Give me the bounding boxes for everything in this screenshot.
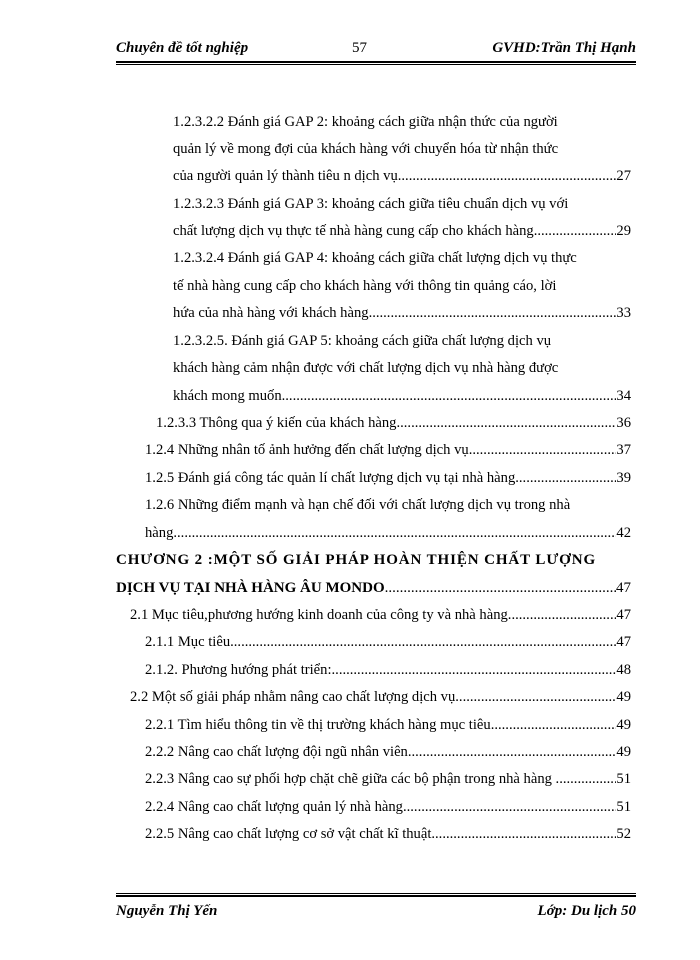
toc-text: 1.2.5 Đánh giá công tác quản lí chất lượng dịch vụ tại nhà hàng <box>145 470 516 486</box>
toc-page: 49 <box>616 744 631 760</box>
leader-dots <box>369 305 617 322</box>
toc-page: 39 <box>616 470 631 486</box>
toc-entry <box>173 223 631 245</box>
leader-dots <box>537 223 616 240</box>
toc-entry <box>145 662 631 684</box>
toc-entry <box>145 470 631 492</box>
toc-page: 49 <box>616 717 631 733</box>
toc-page: 47 <box>616 634 631 650</box>
toc-text: chất lượng dịch vụ thực tế nhà hàng cung cấp cho khách hàng. <box>173 223 538 239</box>
leader-dots <box>173 525 616 542</box>
leader-dots <box>508 607 617 624</box>
toc-entry <box>145 525 631 547</box>
toc-text: hứa của nhà hàng với khách hàng <box>173 305 369 321</box>
toc-page: 49 <box>616 689 631 705</box>
leader-dots <box>401 168 616 185</box>
toc-chapter-entry <box>116 580 631 602</box>
toc-line <box>173 250 631 272</box>
toc-text: 1.2.3.3 Thông qua ý kiến của khách hàng <box>156 415 397 431</box>
leader-dots <box>332 662 617 679</box>
leader-dots <box>385 580 616 597</box>
toc-line <box>173 333 631 355</box>
toc-page: 51 <box>616 771 631 787</box>
toc-text: 2.2 Một số giải pháp nhằm nâng cao chất lượng dịch vụ <box>130 689 456 705</box>
toc-text: 2.2.4 Nâng cao chất lượng quản lý nhà hàng <box>145 799 403 815</box>
page-number: 57 <box>352 40 367 56</box>
leader-dots <box>563 771 617 788</box>
chapter-title: DỊCH VỤ TẠI NHÀ HÀNG ÂU MONDO <box>116 580 385 596</box>
toc-page: 33 <box>616 305 631 321</box>
toc-entry <box>130 689 631 711</box>
toc-entry <box>173 305 631 327</box>
toc-text: của người quản lý thành tiêu n dịch vụ. <box>173 168 402 184</box>
toc-page: 52 <box>616 826 631 842</box>
toc-line <box>173 278 631 300</box>
header-supervisor: GVHD:Trần Thị Hạnh <box>492 40 636 56</box>
toc-page: 29 <box>616 223 631 239</box>
toc-page: 51 <box>616 799 631 815</box>
footer-class: Lớp: Du lịch 50 <box>537 903 636 919</box>
toc-chapter-line <box>116 552 631 574</box>
toc-text: 2.1 Mục tiêu,phương hướng kinh doanh của công ty và nhà hàng <box>130 607 508 623</box>
leader-dots <box>408 744 617 761</box>
toc-text: hàng <box>145 525 174 541</box>
toc-entry <box>145 799 631 821</box>
toc-entry <box>145 771 631 793</box>
toc-text: khách mong muốn. <box>173 388 286 404</box>
toc-line <box>173 141 631 163</box>
toc-entry <box>145 442 631 464</box>
toc-text: 1.2.3.2.4 Đánh giá GAP 4: khoảng cách giữa chất lượng dịch vụ thực <box>173 250 577 266</box>
page-footer <box>116 903 636 925</box>
toc-entry <box>145 826 631 848</box>
leader-dots <box>396 415 616 432</box>
toc-text: 2.2.1 Tìm hiểu thông tin về thị trường khách hàng mục tiêu <box>145 717 491 733</box>
toc-line <box>173 114 631 136</box>
toc-text: 2.1.1 Mục tiêu <box>145 634 231 650</box>
header-rule <box>116 61 636 65</box>
header-title: Chuyên đề tốt nghiệp <box>116 40 249 56</box>
footer-rule <box>116 893 636 897</box>
toc-page: 36 <box>616 415 631 431</box>
leader-dots <box>455 689 616 706</box>
toc-page: 34 <box>616 388 631 404</box>
toc-text: 1.2.6 Những điểm mạnh và hạn chế đối với chất lượng dịch vụ trong nhà <box>145 497 571 513</box>
page-header <box>116 38 636 60</box>
toc-entry <box>145 634 631 656</box>
toc-page: 47 <box>616 580 631 596</box>
chapter-title: CHƯƠNG 2 :MỘT SỐ GIẢI PHÁP HOÀN THIỆN CHẤT LƯỢNG <box>116 552 597 568</box>
toc-text: 2.2.3 Nâng cao sự phối hợp chặt chẽ giữa các bộ phận trong nhà hàng .. <box>145 771 563 787</box>
toc-page: 27 <box>616 168 631 184</box>
toc-entry <box>145 744 631 766</box>
footer-author: Nguyễn Thị Yến <box>116 903 218 919</box>
toc-page: 48 <box>616 662 631 678</box>
toc-line <box>145 497 631 519</box>
toc-text: 1.2.4 Những nhân tố ảnh hưởng đến chất lượng dịch vụ. <box>145 442 473 458</box>
leader-dots <box>230 634 616 651</box>
toc-text: tế nhà hàng cung cấp cho khách hàng với thông tin quảng cáo, lời <box>173 278 557 294</box>
toc-text: 2.1.2. Phương hướng phát triển: <box>145 662 332 678</box>
leader-dots <box>431 826 616 843</box>
toc-text: khách hàng cảm nhận được với chất lượng dịch vụ nhà hàng được <box>173 360 559 376</box>
leader-dots <box>403 799 616 816</box>
leader-dots <box>491 717 617 734</box>
toc-entry <box>130 607 631 629</box>
toc-entry <box>145 717 631 739</box>
toc-entry <box>173 168 631 190</box>
toc-entry <box>173 388 631 410</box>
toc-page: 37 <box>616 442 631 458</box>
toc-text: 2.2.5 Nâng cao chất lượng cơ sở vật chất kĩ thuật <box>145 826 432 842</box>
leader-dots <box>472 442 616 459</box>
toc-text: 2.2.2 Nâng cao chất lượng đội ngũ nhân viên <box>145 744 408 760</box>
toc-text: 1.2.3.2.3 Đánh giá GAP 3: khoảng cách giữa tiêu chuẩn dịch vụ với <box>173 196 569 212</box>
leader-dots <box>285 388 616 405</box>
toc-page: 47 <box>616 607 631 623</box>
toc-line <box>173 196 631 218</box>
toc-text: 1.2.3.2.2 Đánh giá GAP 2: khoảng cách giữa nhận thức của người <box>173 114 558 130</box>
toc-text: 1.2.3.2.5. Đánh giá GAP 5: khoảng cách giữa chất lượng dịch vụ <box>173 333 552 349</box>
leader-dots <box>515 470 616 487</box>
toc-line <box>173 360 631 382</box>
toc-text: quản lý về mong đợi của khách hàng với chuyển hóa từ nhận thức <box>173 141 559 157</box>
toc-page: 42 <box>616 525 631 541</box>
toc-entry <box>156 415 631 437</box>
